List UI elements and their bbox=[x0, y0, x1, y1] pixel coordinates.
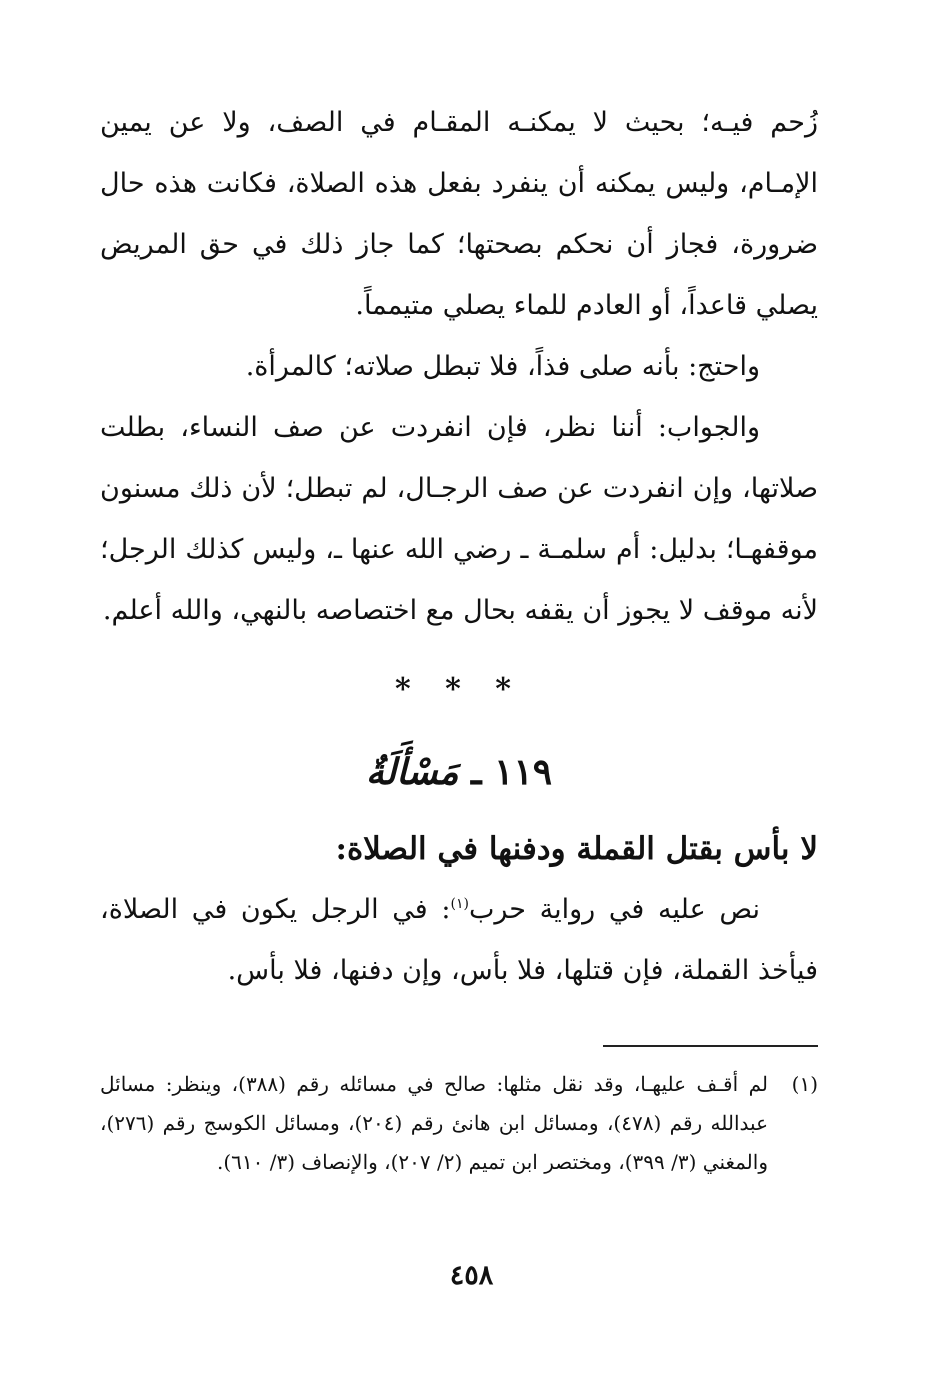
page-number: ٤٥٨ bbox=[449, 1260, 494, 1291]
masala-number: ١١٩ bbox=[494, 751, 553, 793]
body-text-before-ref: نص عليه في رواية حرب bbox=[468, 894, 760, 925]
masala-title bbox=[100, 747, 818, 797]
masala-dash: ـ bbox=[471, 751, 482, 793]
page-body bbox=[100, 92, 818, 1362]
paragraph-body bbox=[100, 879, 818, 1001]
body-text-after-ref: : في الرجل يكون في الصلاة، فيأخذ القملة، فإن قتلها، فلا بأس، وإن دفنها، فلا بأس. bbox=[100, 894, 818, 986]
masala-word: مَسْأَلَةٌ bbox=[365, 751, 459, 793]
footnote-reference: (١) bbox=[450, 896, 469, 912]
paragraph-3: والجواب: أننا نظر، فإن انفردت عن صف النساء، بطلت صلاتها، وإن انفردت عن صف الرجـال، لم تبطل؛ لأن ذلك مسنون موقفهـا؛ بدليل: أم سلمـة ـ رضي الله عنها ـ، وليس كذلك الرجل؛ لأنه موقف لا يجوز أن يقفه بحال مع اختصاصه بالنهي، والله أعلم. bbox=[100, 412, 818, 626]
footnote-number: (١) bbox=[791, 1072, 818, 1096]
paragraph-1: زُحم فيـه؛ بحيث لا يمكنـه المقـام في الصف، ولا عن يمين الإمـام، وليس يمكنه أن ينفرد بفعل هذه الصلاة، فكانت هذه حال ضرورة، فجاز أن نحكم بصحتها؛ كما جاز ذلك في حق المريض يصلي قاعداً، أو العادم للماء يصلي متيمماً. bbox=[100, 107, 818, 321]
footnote-divider bbox=[603, 1045, 818, 1047]
paragraph-2: واحتج: بأنه صلى فذاً، فلا تبطل صلاته؛ كالمرأة. bbox=[245, 351, 760, 382]
footnote-text: لم أقـف عليهـا، وقد نقل مثلها: صالح في مسائله رقم (٣٨٨)، وينظر: مسائل عبدالله رقم (٤٧٨)، ومسائل ابن هانئ رقم (٢٠٤)، ومسائل الكوسج رقم (٢٧٦)، والمغني (٣/ ٣٩٩)، ومختصر ابن تميم (٢/ ٢٠٧)، والإنصاف (٣/ ٦١٠). bbox=[100, 1072, 769, 1174]
section-separator: * * * bbox=[395, 672, 523, 707]
section-heading: لا بأس بقتل القملة ودفنها في الصلاة: bbox=[335, 831, 818, 867]
footnote bbox=[100, 1065, 818, 1182]
